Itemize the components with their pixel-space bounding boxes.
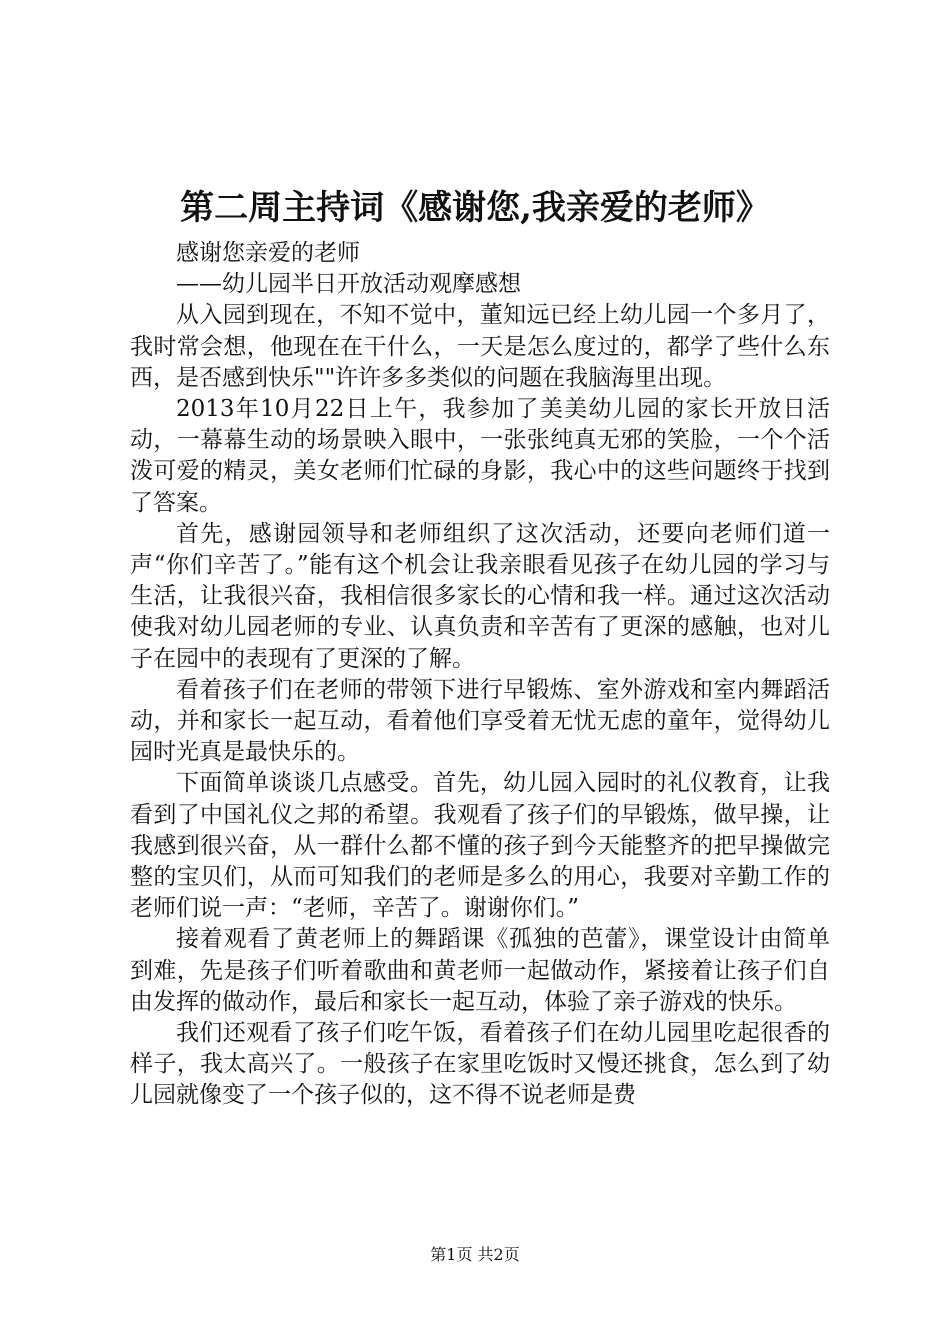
document-body [130, 238, 830, 1112]
body-paragraph: 首先，感谢园领导和老师组织了这次活动，还要向老师们道一声“你们辛苦了。”能有这个机会让我亲眼看见孩子在幼儿园的学习与生活，让我很兴奋，我相信很多家长的心情和我一样。通过这次活动使我对幼儿园老师的专业、认真负责和辛苦有了更深的感触，也对儿子在园中的表现有了更深的了解。 [130, 520, 830, 672]
subtitle-line: ——幼儿园半日开放活动观摩感想 [176, 271, 521, 298]
body-paragraph: 看着孩子们在老师的带领下进行早锻炼、室外游戏和室内舞蹈活动，并和家长一起互动，看着他们享受着无忧无虑的童年，觉得幼儿园时光真是最快乐的。 [130, 676, 830, 766]
subtitle-line: 感谢您亲爱的老师 [176, 240, 360, 266]
body-paragraph: 2013年10月22日上午，我参加了美美幼儿园的家长开放日活动，一幕幕生动的场景映入眼中，一张张纯真无邪的笑脸，一个个活泼可爱的精灵，美女老师们忙碌的身影，我心中的这些问题终于找到了答案。 [130, 396, 830, 516]
body-paragraph: 我们还观看了孩子们吃午饭，看着孩子们在幼儿园里吃起很香的样子，我太高兴了。一般孩子在家里吃饭时又慢还挑食，怎么到了幼儿园就像变了一个孩子似的，这不得不说老师是费 [130, 1020, 830, 1109]
body-paragraph: 接着观看了黄老师上的舞蹈课《孤独的芭蕾》，课堂设计由简单到难，先是孩子们听着歌曲和黄老师一起做动作，紧接着让孩子们自由发挥的做动作，最后和家长一起互动，体验了亲子游戏的快乐。 [130, 926, 830, 1015]
page-footer: 第1页 共2页 [430, 1245, 520, 1264]
document-title: 第二周主持词《感谢您,我亲爱的老师》 [180, 188, 770, 228]
body-paragraph: 从入园到现在，不知不觉中，董知远已经上幼儿园一个多月了，我时常会想，他现在在干什么，一天是怎么度过的，都学了些什么东西，是否感到快乐""许许多多类似的问题在我脑海里出现。 [130, 302, 830, 391]
body-paragraph: 下面简单谈谈几点感受。首先，幼儿园入园时的礼仪教育，让我看到了中国礼仪之邦的希望。我观看了孩子们的早锻炼，做早操，让我感到很兴奋，从一群什么都不懂的孩子到今天能整齐的把早操做完整的宝贝们，从而可知我们的老师是多么的用心，我要对辛勤工作的老师们说一声：“老师，辛苦了。谢谢你们。” [130, 770, 830, 922]
